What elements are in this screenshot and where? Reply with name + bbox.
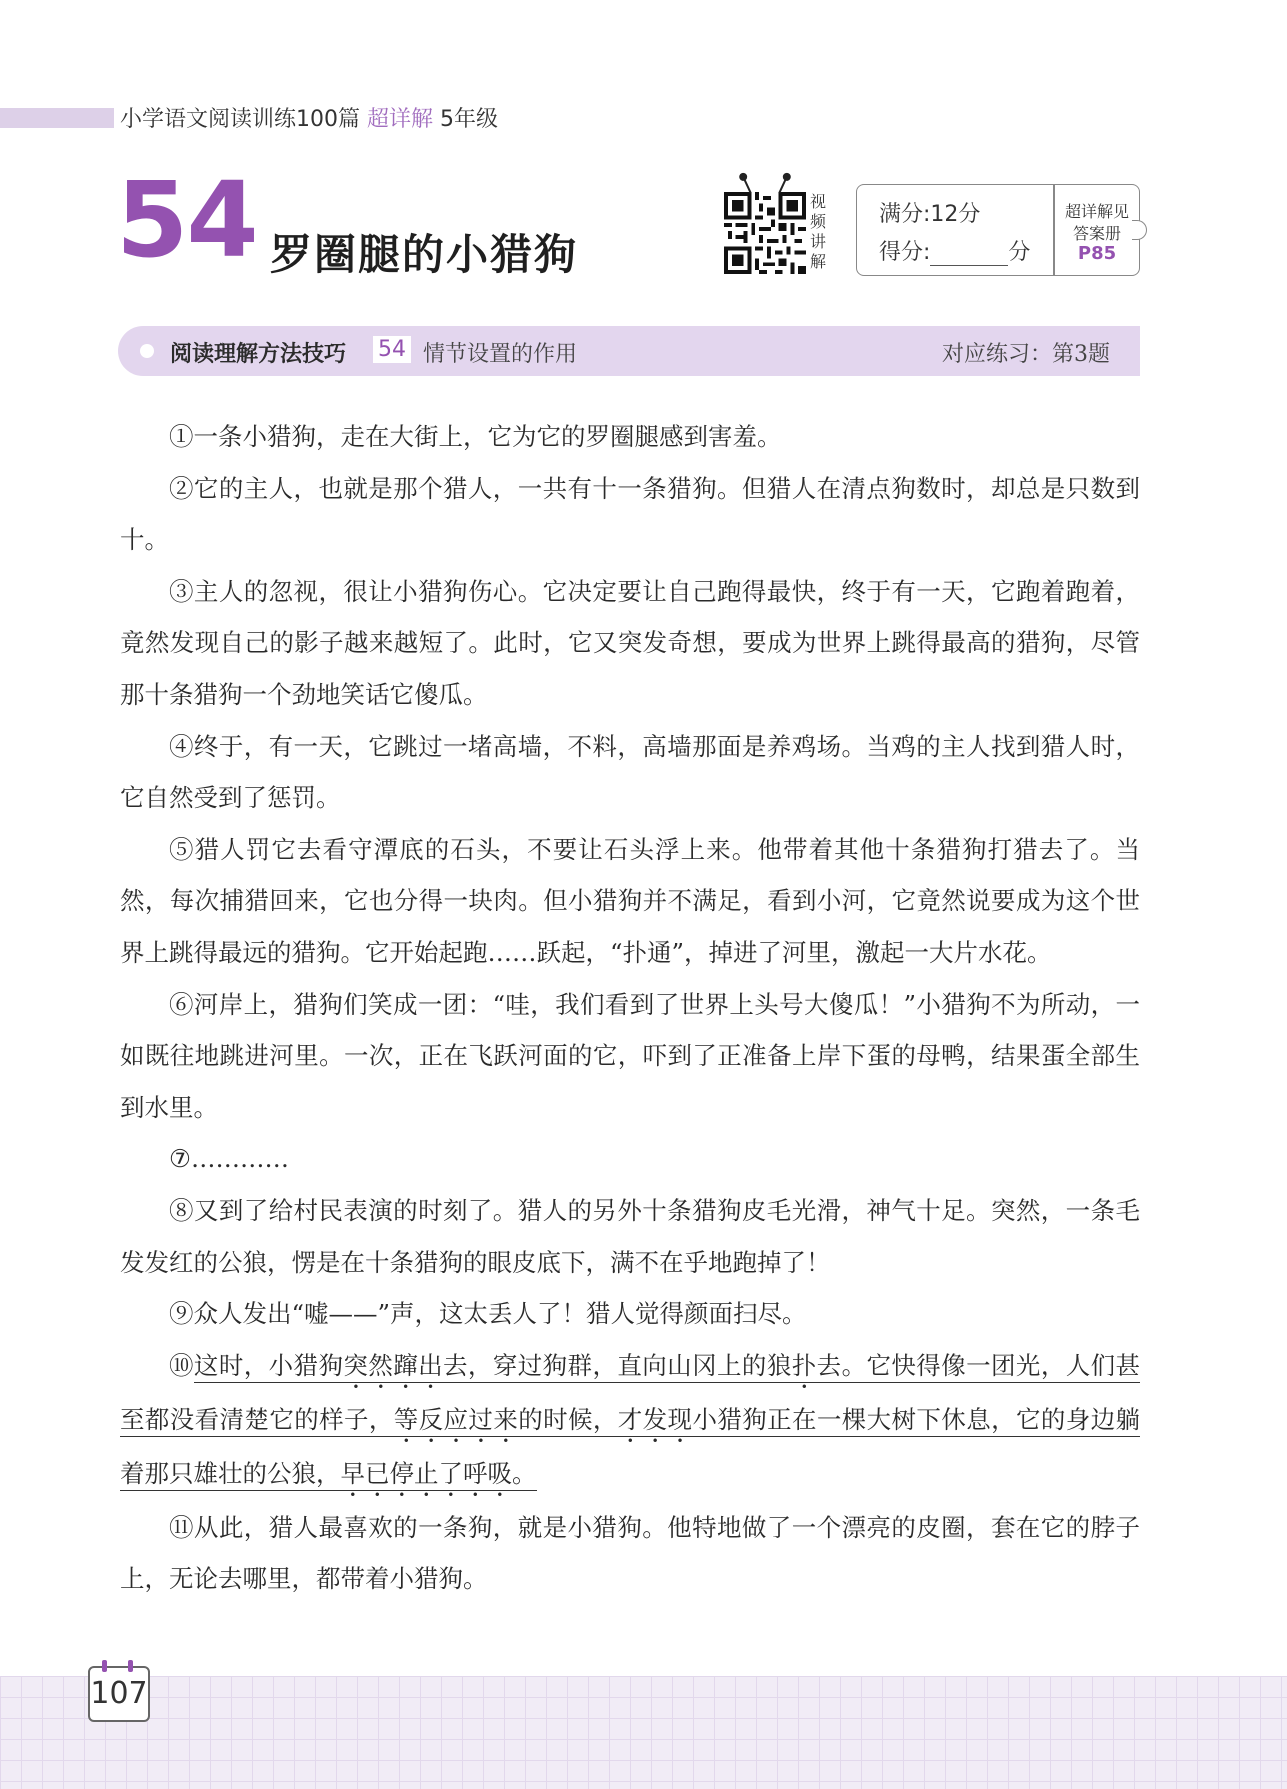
score-box-notch bbox=[1132, 220, 1147, 240]
dotted-text: 早已停止了呼吸 bbox=[340, 1458, 512, 1488]
paragraph: ⑤猎人罚它去看守潭底的石头，不要让石头浮上来。他带着其他十条猎狗打猎去了。当然，每次捕猎回来，它也分得一块肉。但小猎狗并不满足，看到小河，它竟然说要成为这个世界上跳得最远的猎狗。它开始起跑……跃起，“扑通”，掉进了河里，激起一大片水花。 bbox=[120, 834, 1140, 967]
answer-reference bbox=[1055, 185, 1139, 275]
method-label: 阅读理解方法技巧 bbox=[170, 342, 347, 367]
running-header bbox=[120, 102, 498, 133]
paragraph: ⑪从此，猎人最喜欢的一条狗，就是小猎狗。他特地做了一个漂亮的皮圈，套在它的脖子上，无论去哪里，都带着小猎狗。 bbox=[120, 1512, 1140, 1594]
passage-text: 。 bbox=[512, 1458, 537, 1488]
qr-code-icon bbox=[724, 192, 806, 274]
method-topic: 情节设置的作用 bbox=[423, 342, 578, 367]
answer-ref-line2: 答案册 bbox=[1072, 224, 1121, 243]
passage-text: 去。它快得像一团光，人们甚至都没看清楚它的样子， bbox=[120, 1350, 1141, 1434]
answer-page: P85 bbox=[1077, 243, 1117, 264]
calendar-ring-icon bbox=[128, 1660, 133, 1672]
method-banner bbox=[118, 326, 1140, 376]
score-blank[interactable] bbox=[930, 247, 1008, 266]
paragraph-marker: ⑩ bbox=[169, 1350, 194, 1380]
qr-antenna-left bbox=[742, 176, 751, 193]
book-highlight: 超详解 bbox=[367, 107, 434, 132]
dotted-text: 突然蹿出 bbox=[343, 1350, 444, 1380]
qr-label-char: 解 bbox=[810, 252, 827, 271]
practice-reference: 对应练习：第3题 bbox=[942, 342, 1110, 367]
dotted-text: 才发现 bbox=[617, 1404, 693, 1434]
full-score: 满分:12分 bbox=[879, 202, 981, 227]
qr-antenna-right bbox=[778, 176, 787, 193]
qr-label-char: 频 bbox=[810, 212, 827, 231]
page-number-box bbox=[88, 1666, 150, 1722]
dotted-text: 等反应过来 bbox=[393, 1404, 519, 1434]
bullet-dot-icon bbox=[140, 344, 154, 358]
passage-text: 去，穿过狗群，直向山冈上的狼 bbox=[443, 1350, 792, 1380]
paragraph: ②它的主人，也就是那个猎人，一共有十一条猎狗。但猎人在清点狗数时，却总是只数到十。 bbox=[120, 473, 1140, 555]
paragraph: ③主人的忽视，很让小猎狗伤心。它决定要让自己跑得最快，终于有一天，它跑着跑着，竟然发现自己的影子越来越短了。此时，它又突发奇想，要成为世界上跳得最高的猎狗，尽管那十条猎狗一个劲地笑话它傻瓜。 bbox=[120, 576, 1140, 709]
passage-text: 的时候， bbox=[518, 1404, 618, 1434]
page-number: 107 bbox=[90, 1676, 148, 1711]
passage-text: 这时，小猎狗 bbox=[193, 1350, 344, 1380]
qr-code[interactable] bbox=[724, 192, 806, 274]
paragraph-underlined bbox=[120, 1340, 1140, 1502]
answer-ref-line1: 超详解见 bbox=[1064, 202, 1129, 221]
score-unit: 分 bbox=[1008, 240, 1031, 265]
underlined-passage bbox=[120, 1351, 1140, 1491]
qr-label bbox=[810, 192, 830, 272]
paragraph: ⑨众人发出“嘘——”声，这太丢人了！猎人觉得颜面扫尽。 bbox=[169, 1299, 807, 1329]
method-number: 54 bbox=[373, 336, 411, 363]
grade-label: 5年级 bbox=[440, 107, 499, 132]
score-obtained bbox=[879, 235, 1030, 266]
footer-grid-band bbox=[0, 1676, 1287, 1789]
score-box bbox=[856, 184, 1140, 276]
qr-label-char: 视 bbox=[810, 192, 827, 211]
lesson-number: 54 bbox=[116, 159, 257, 281]
article-body bbox=[120, 411, 1140, 1605]
paragraph: ④终于，有一天，它跳过一堵高墙，不料，高墙那面是养鸡场。当鸡的主人找到猎人时，它自然受到了惩罚。 bbox=[120, 731, 1140, 813]
paragraph: ⑧又到了给村民表演的时刻了。猎人的另外十条猎狗皮毛光滑，神气十足。突然，一条毛发发红的公狼，愣是在十条猎狗的眼皮底下，满不在乎地跑掉了！ bbox=[120, 1195, 1140, 1277]
paragraph: ⑥河岸上，猎狗们笑成一团：“哇，我们看到了世界上头号大傻瓜！”小猎狗不为所动，一如既往地跳进河里。一次，正在飞跃河面的它，吓到了正准备上岸下蛋的母鸭，结果蛋全部生到水里。 bbox=[120, 989, 1140, 1122]
qr-label-char: 讲 bbox=[810, 232, 827, 251]
score-obtained-label: 得分: bbox=[879, 240, 931, 265]
header-accent-bar bbox=[0, 108, 114, 128]
lesson-title: 罗圈腿的小猎狗 bbox=[270, 230, 579, 279]
calendar-ring-icon bbox=[102, 1660, 107, 1672]
book-title: 小学语文阅读训练100篇 bbox=[120, 107, 360, 132]
dotted-text: 扑 bbox=[791, 1350, 817, 1380]
paragraph: ①一条小猎狗，走在大街上，它为它的罗圈腿感到害羞。 bbox=[169, 422, 782, 451]
passage-text: 小猎狗正在一棵大树下休息，它的身边躺着那只雄壮的公狼， bbox=[120, 1404, 1141, 1488]
paragraph: ⑦………… bbox=[169, 1144, 289, 1174]
